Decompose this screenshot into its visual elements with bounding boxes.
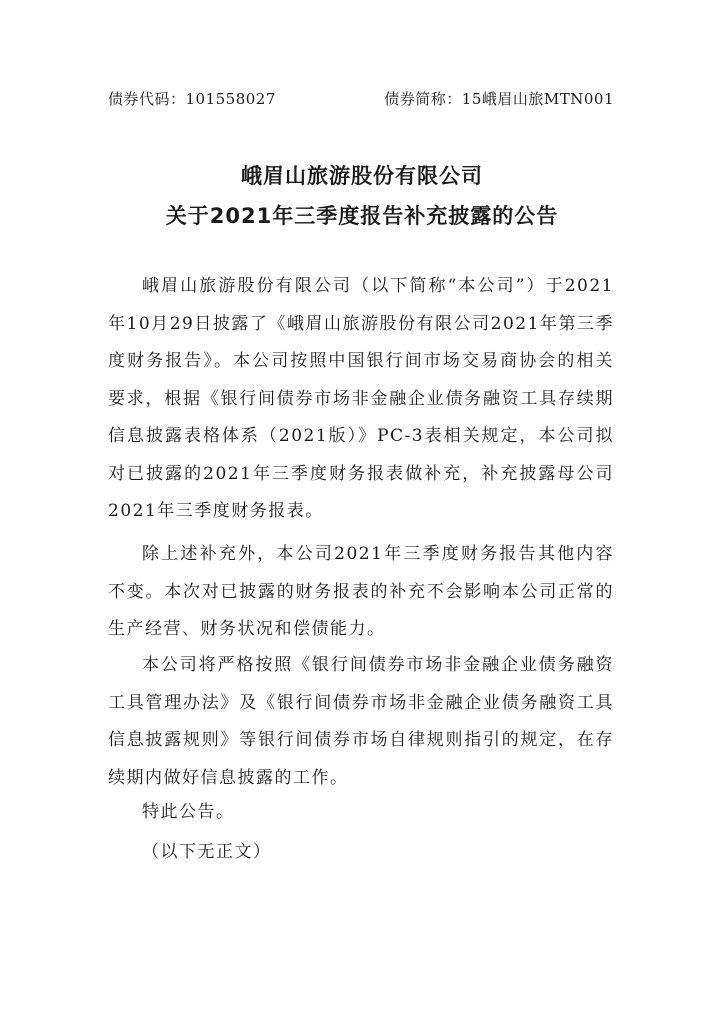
bond-abbreviation: 债券简称：15峨眉山旅MTN001 <box>384 90 614 108</box>
no-more-text-note: （以下无正文） <box>142 842 272 862</box>
paragraph-2-text: 除上述补充外，本公司2021年三季度财务报告其他内容不变。本次对已披露的财务报表的补充不会影响本公司正常的生产经营、财务状况和偿债能力。 <box>108 544 614 639</box>
paragraph-2 <box>108 536 614 649</box>
closing-statement: 特此公告。 <box>142 802 235 822</box>
company-title: 峨眉山旅游股份有限公司 <box>241 164 483 188</box>
paragraph-3 <box>108 647 614 797</box>
paragraph-3-text: 本公司将严格按照《银行间债券市场非金融企业债务融资工具管理办法》及《银行间债券市场非金融企业债务融资工具信息披露规则》等银行间债券市场自律规则指引的规定，在存续期内做好信息披露的工作。 <box>108 655 614 788</box>
paragraph-1 <box>108 268 614 531</box>
paragraph-1-text: 峨眉山旅游股份有限公司（以下简称“本公司”）于2021年10月29日披露了《峨眉山旅游股份有限公司2021年第三季度财务报告》。本公司按照中国银行间市场交易商协会的相关要求，根据《银行间债券市场非金融企业债务融资工具存续期信息披露表格体系（2021版）》PC-3表相关规定，本公司拟对已披露的2021年三季度财务报表做补充，补充披露母公司2021年三季度财务报表。 <box>108 276 614 521</box>
announcement-title: 关于2021年三季度报告补充披露的公告 <box>165 204 559 228</box>
bond-code: 债券代码：101558027 <box>108 90 276 108</box>
